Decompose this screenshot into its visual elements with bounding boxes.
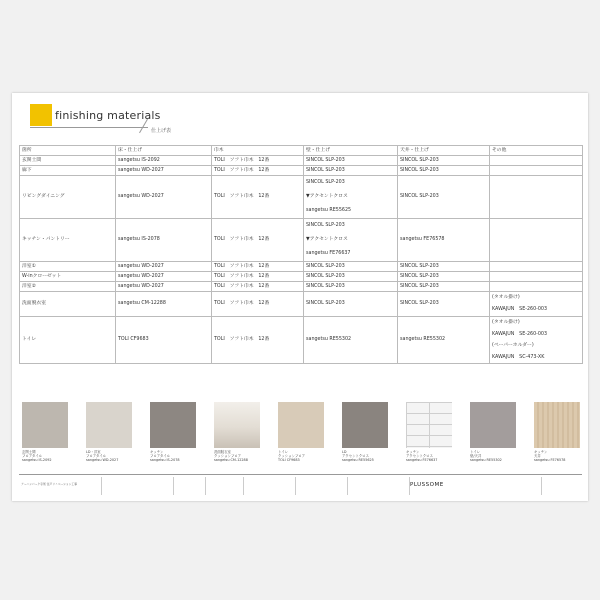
- swatch-caption-line: フロアタイル: [150, 454, 171, 459]
- swatch-caption-line: sangetsu IS-2092: [22, 458, 52, 463]
- swatch-caption-line: トイレ: [278, 450, 289, 454]
- floor-cell: TOLI CF9683: [116, 317, 212, 364]
- baseboard-cell: TOLI ソフト巾木 12番: [212, 262, 304, 272]
- swatch-caption-line: sangetsu RE55302: [470, 458, 502, 463]
- swatch-caption-line: キッチン: [150, 450, 164, 454]
- table-header-row: [20, 146, 583, 156]
- swatch-caption-line: 玄関土間: [22, 450, 36, 454]
- table-row: [20, 272, 583, 282]
- ceiling-cell: sangetsu FE76578: [398, 219, 490, 262]
- table-row: [20, 292, 583, 317]
- company-logo: PLUSSOME: [410, 482, 444, 488]
- place-cell: 廊下: [20, 166, 116, 176]
- place-cell: 洋室②: [20, 282, 116, 292]
- table-row: [20, 219, 583, 262]
- other-cell-line: (ペーパーホルダー): [492, 343, 534, 348]
- swatch-caption-line: sangetsu CM-12288: [214, 458, 248, 463]
- swatch-caption-line: LD: [342, 450, 347, 454]
- swatch-caption: [22, 450, 68, 463]
- swatch-caption: [534, 450, 580, 463]
- ceiling-cell: SINCOL SLP-203: [398, 156, 490, 166]
- swatch-caption-line: クッションフロア: [214, 454, 242, 459]
- other-cell-line: (タオル掛け): [492, 295, 520, 300]
- table-row: [20, 166, 583, 176]
- ceiling-cell: SINCOL SLP-203: [398, 272, 490, 282]
- other-cell: [490, 262, 583, 272]
- wall-cell: [304, 176, 398, 219]
- swatch-caption-line: アクセントクロス: [342, 454, 369, 459]
- column-header: 壁・仕上げ: [304, 146, 398, 156]
- place-cell: リビングダイニング: [20, 176, 116, 219]
- wall-cell-line: SINCOL SLP-203: [306, 223, 345, 228]
- ceiling-cell: SINCOL SLP-203: [398, 282, 490, 292]
- title-accent-block: [30, 104, 52, 126]
- swatch-caption: [214, 450, 260, 463]
- wall-cell-line: SINCOL SLP-203: [306, 301, 345, 306]
- footer-cell: [101, 477, 174, 495]
- swatch-caption-line: 壁/天井: [470, 454, 482, 459]
- floor-cell: sangetsu WD-2027: [116, 176, 212, 219]
- page-subtitle: 仕上げ表: [151, 128, 172, 134]
- swatch-caption-line: sangetsu FE76578: [534, 458, 566, 463]
- swatch-caption-line: sangetsu IS-2078: [150, 458, 180, 463]
- other-cell: [490, 317, 583, 364]
- swatch-caption-line: アクセントクロス: [406, 454, 433, 459]
- swatch-caption: [470, 450, 516, 463]
- material-swatches: [22, 402, 582, 467]
- title-underline: [30, 127, 148, 128]
- floor-cell: sangetsu WD-2027: [116, 262, 212, 272]
- floor-cell: sangetsu WD-2027: [116, 272, 212, 282]
- wall-cell: [304, 282, 398, 292]
- swatch-caption: [406, 450, 452, 463]
- material-swatch: [534, 402, 580, 463]
- other-cell-line: KAWAJUN SC-473-XK: [492, 354, 545, 360]
- floor-cell: sangetsu IS-2092: [116, 156, 212, 166]
- swatch-caption-line: キッチン: [534, 450, 548, 454]
- footer-cell: [347, 477, 410, 495]
- baseboard-cell: TOLI ソフト巾木 12番: [212, 272, 304, 282]
- wall-cell: [304, 272, 398, 282]
- material-swatch: [22, 402, 68, 463]
- swatch-caption-line: TOLI CF9683: [278, 458, 300, 463]
- other-cell: [490, 219, 583, 262]
- swatch-tile: [22, 402, 68, 448]
- material-swatch: [278, 402, 324, 463]
- column-header: 天井・仕上げ: [398, 146, 490, 156]
- wall-cell-line: ▼アクセントクロス: [306, 237, 348, 242]
- footer-cell: [173, 477, 206, 495]
- floor-cell: sangetsu WD-2027: [116, 282, 212, 292]
- ceiling-cell: SINCOL SLP-203: [398, 262, 490, 272]
- swatch-caption-line: sangetsu RE55625: [342, 458, 374, 463]
- material-swatch: [406, 402, 452, 463]
- wall-cell: [304, 292, 398, 317]
- swatch-tile: [470, 402, 516, 448]
- other-cell: [490, 176, 583, 219]
- other-cell: [490, 166, 583, 176]
- ceiling-cell: SINCOL SLP-203: [398, 292, 490, 317]
- swatch-caption: [86, 450, 132, 463]
- other-cell-line: KAWAJUN SE-260-003: [492, 331, 548, 337]
- baseboard-cell: TOLI ソフト巾木 12番: [212, 292, 304, 317]
- footer-cell: [205, 477, 244, 495]
- other-cell: [490, 272, 583, 282]
- swatch-tile: [214, 402, 260, 448]
- swatch-tile: [86, 402, 132, 448]
- other-cell: [490, 156, 583, 166]
- ceiling-cell: sangetsu RE55302: [398, 317, 490, 364]
- swatch-caption-line: sangetsu WD-2027: [86, 458, 119, 463]
- ceiling-cell: SINCOL SLP-203: [398, 176, 490, 219]
- table-row: [20, 176, 583, 219]
- baseboard-cell: TOLI ソフト巾木 12番: [212, 166, 304, 176]
- wall-cell: [304, 262, 398, 272]
- wall-cell-line: SINCOL SLP-203: [306, 274, 345, 279]
- wall-cell: [304, 219, 398, 262]
- swatch-caption-line: LD・洋室: [86, 450, 101, 454]
- footer-project-cell: [19, 477, 101, 495]
- material-swatch: [342, 402, 388, 463]
- place-cell: トイレ: [20, 317, 116, 364]
- wall-cell-line: sangetsu RE55625: [306, 208, 352, 213]
- material-swatch: [150, 402, 196, 463]
- ceiling-cell: SINCOL SLP-203: [398, 166, 490, 176]
- wall-cell-line: SINCOL SLP-203: [306, 158, 345, 163]
- swatch-caption-line: sangetsu FE76637: [406, 458, 438, 463]
- swatch-caption-line: フロアタイル: [22, 454, 43, 459]
- table-row: [20, 156, 583, 166]
- wall-cell-line: SINCOL SLP-203: [306, 284, 345, 289]
- swatch-caption-line: トイレ: [470, 450, 481, 454]
- wall-cell-line: SINCOL SLP-203: [306, 180, 345, 185]
- swatch-caption-line: キッチン: [406, 450, 420, 454]
- finishing-materials-table: [19, 145, 583, 364]
- baseboard-cell: TOLI ソフト巾木 12番: [212, 219, 304, 262]
- wall-cell-line: SINCOL SLP-203: [306, 264, 345, 269]
- place-cell: W-inクローゼット: [20, 272, 116, 282]
- baseboard-cell: TOLI ソフト巾木 12番: [212, 282, 304, 292]
- page-title: finishing materials: [55, 109, 161, 122]
- footer-sheet-cell: [541, 477, 582, 495]
- swatch-caption: [342, 450, 388, 463]
- swatch-tile: [534, 402, 580, 448]
- column-header: 巾木: [212, 146, 304, 156]
- floor-cell: sangetsu CM-12288: [116, 292, 212, 317]
- table-row: [20, 282, 583, 292]
- floor-cell: sangetsu IS-2078: [116, 219, 212, 262]
- other-cell-line: KAWAJUN SE-260-003: [492, 307, 548, 312]
- swatch-caption-line: フロアタイル: [86, 454, 107, 459]
- wall-cell-line: sangetsu RE55302: [306, 337, 352, 342]
- swatch-caption: [150, 450, 196, 463]
- place-cell: キッチン・パントリー: [20, 219, 116, 262]
- material-swatch: [470, 402, 516, 463]
- floor-cell: sangetsu WD-2027: [116, 166, 212, 176]
- place-cell: 洋室①: [20, 262, 116, 272]
- other-cell-line: (タオル掛け): [492, 320, 520, 325]
- other-cell: [490, 292, 583, 317]
- swatch-caption-line: 洗面脱衣室: [214, 450, 231, 454]
- swatch-caption-line: 天井: [534, 454, 541, 459]
- place-cell: 洗面脱衣室: [20, 292, 116, 317]
- baseboard-cell: TOLI ソフト巾木 12番: [212, 176, 304, 219]
- footer-cell: [243, 477, 296, 495]
- wall-cell: [304, 166, 398, 176]
- material-swatch: [86, 402, 132, 463]
- footer-cell: [295, 477, 348, 495]
- footer-project-name: アーバンパーク寺尾 住戸リノベーション工事: [21, 482, 78, 486]
- baseboard-cell: TOLI ソフト巾木 12番: [212, 317, 304, 364]
- wall-cell-line: SINCOL SLP-203: [306, 168, 345, 173]
- swatch-tile: [150, 402, 196, 448]
- swatch-tile: [342, 402, 388, 448]
- column-header: その他: [490, 146, 583, 156]
- column-header: 床・仕上げ: [116, 146, 212, 156]
- column-header: 箇所: [20, 146, 116, 156]
- wall-cell-line: ▼アクセントクロス: [306, 194, 348, 199]
- table-row: [20, 317, 583, 364]
- table-row: [20, 262, 583, 272]
- place-cell: 玄関土間: [20, 156, 116, 166]
- swatch-caption-line: クッションフロア: [278, 454, 306, 459]
- swatch-tile: [278, 402, 324, 448]
- title-block-footer: [19, 474, 582, 497]
- swatch-tile: [406, 402, 452, 448]
- wall-cell-line: sangetsu FE76637: [306, 251, 351, 256]
- baseboard-cell: TOLI ソフト巾木 12番: [212, 156, 304, 166]
- swatch-caption: [278, 450, 324, 463]
- wall-cell: [304, 317, 398, 364]
- wall-cell: [304, 156, 398, 166]
- material-swatch: [214, 402, 260, 463]
- other-cell: [490, 282, 583, 292]
